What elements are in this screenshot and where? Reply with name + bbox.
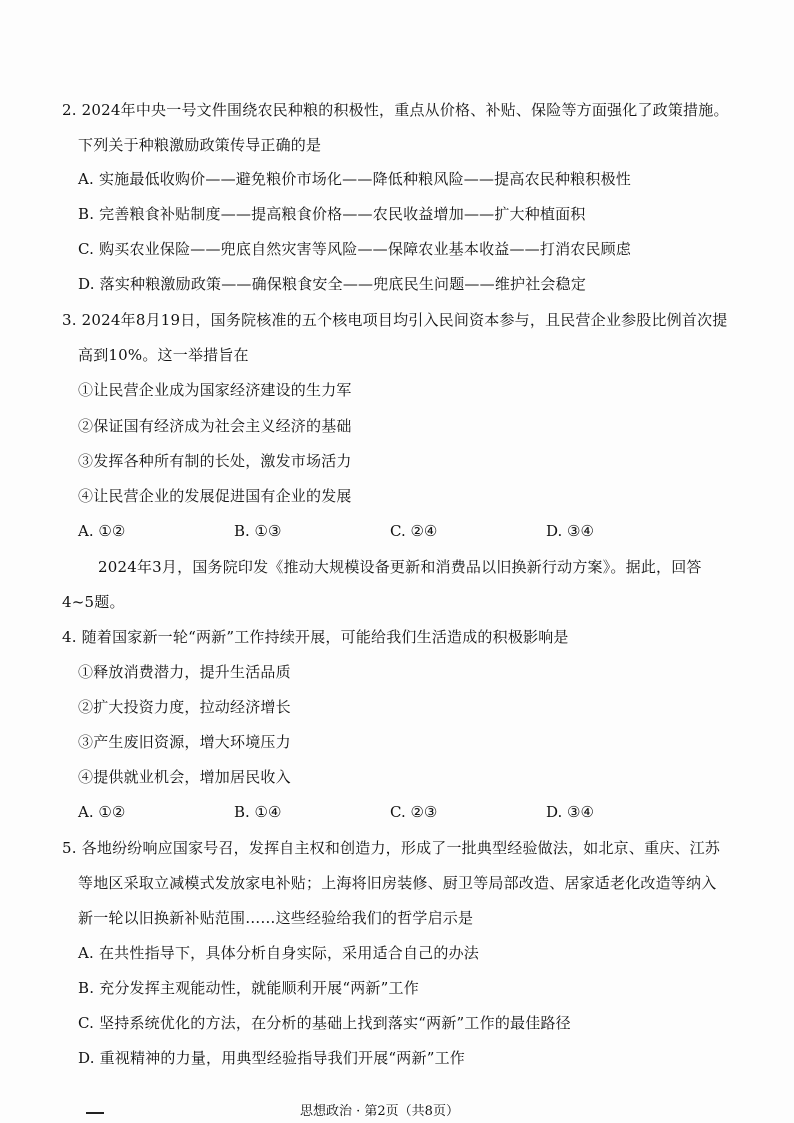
q4-choice-c: C. ②③ [390, 803, 438, 821]
q2-option-d: D. 落实种粮激励政策——确保粮食安全——兜底民生问题——维护社会稳定 [78, 275, 587, 293]
q3-choices [78, 521, 718, 541]
q4-item-3: ③产生废旧资源，增大环境压力 [78, 733, 291, 751]
page-footer: 思想政治 · 第2页（共8页） [300, 1104, 459, 1119]
q3-item-4: ④让民营企业的发展促进国有企业的发展 [78, 487, 352, 505]
q4-choice-a: A. ①② [78, 803, 126, 821]
q5-option-a: A. 在共性指导下，具体分析自身实际，采用适合自己的办法 [78, 944, 479, 962]
q2-stem-line2: 下列关于种粮激励政策传导正确的是 [78, 136, 322, 154]
q4-choices [78, 802, 718, 822]
q4-item-4: ④提供就业机会，增加居民收入 [78, 768, 291, 786]
q4-choice-d: D. ③④ [546, 803, 594, 821]
material-line2: 4~5题。 [62, 593, 125, 611]
q3-item-3: ③发挥各种所有制的长处，激发市场活力 [78, 452, 352, 470]
q5-option-d: D. 重视精神的力量，用典型经验指导我们开展“两新”工作 [78, 1049, 465, 1067]
material-line1: 2024年3月，国务院印发《推动大规模设备更新和消费品以旧换新行动方案》。据此，回答 [98, 558, 702, 576]
q2-option-c: C. 购买农业保险——兜底自然灾害等风险——保障农业基本收益——打消农民顾虑 [78, 240, 632, 258]
footer-dash [86, 1112, 104, 1114]
q3-choice-c: C. ②④ [390, 522, 438, 540]
q3-choice-d: D. ③④ [546, 522, 594, 540]
q5-option-b: B. 充分发挥主观能动性，就能顺利开展“两新”工作 [78, 979, 419, 997]
q5-stem-line2: 等地区采取立减模式发放家电补贴；上海将旧房装修、厨卫等局部改造、居家适老化改造等纳入 [78, 874, 717, 892]
q5-option-c: C. 坚持系统优化的方法，在分析的基础上找到落实“两新”工作的最佳路径 [78, 1014, 571, 1032]
q3-stem-line1: 3. 2024年8月19日，国务院核准的五个核电项目均引入民间资本参与，且民营企业参股比例首次提 [62, 311, 728, 329]
q4-item-1: ①释放消费潜力，提升生活品质 [78, 663, 291, 681]
q3-item-1: ①让民营企业成为国家经济建设的生力军 [78, 381, 352, 399]
q3-stem-line2: 高到10%。这一举措旨在 [78, 346, 249, 364]
q2-option-b: B. 完善粮食补贴制度——提高粮食价格——农民收益增加——扩大种植面积 [78, 205, 586, 223]
q3-item-2: ②保证国有经济成为社会主义经济的基础 [78, 417, 352, 435]
q3-choice-a: A. ①② [78, 522, 126, 540]
q2-stem-line1: 2. 2024年中央一号文件围绕农民种粮的积极性，重点从价格、补贴、保险等方面强化了政策措施。 [62, 101, 729, 119]
q2-option-a: A. 实施最低收购价——避免粮价市场化——降低种粮风险——提高农民种粮积极性 [78, 170, 631, 188]
q5-stem-line3: 新一轮以旧换新补贴范围……这些经验给我们的哲学启示是 [78, 909, 474, 927]
q5-stem-line1: 5. 各地纷纷响应国家号召，发挥自主权和创造力，形成了一批典型经验做法，如北京、重庆、江苏 [62, 839, 721, 857]
q3-choice-b: B. ①③ [234, 522, 282, 540]
q4-choice-b: B. ①④ [234, 803, 282, 821]
q4-stem: 4. 随着国家新一轮“两新”工作持续开展，可能给我们生活造成的积极影响是 [62, 628, 569, 646]
q4-item-2: ②扩大投资力度，拉动经济增长 [78, 698, 291, 716]
